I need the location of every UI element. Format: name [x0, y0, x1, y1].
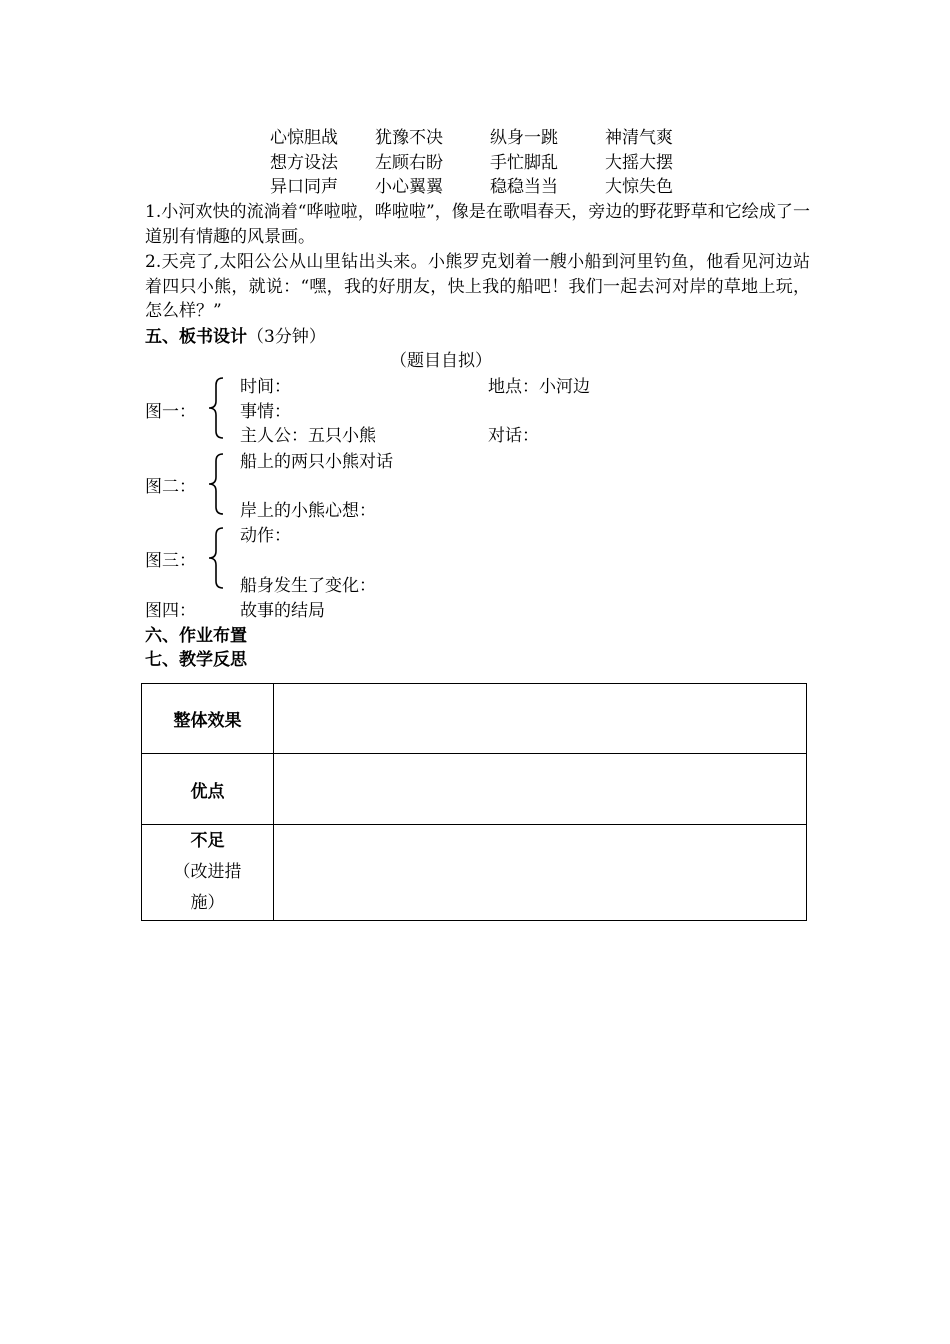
idiom: 心惊胆战 [270, 128, 338, 148]
idiom: 小心翼翼 [375, 177, 443, 197]
idiom: 纵身一跳 [490, 128, 558, 148]
reflection-cell-overall[interactable] [274, 684, 807, 754]
row-label-strengths: 优点 [142, 754, 274, 825]
section-5-heading [145, 325, 326, 349]
row-label-weaknesses-sub2: 施） [190, 893, 225, 913]
fig1-event: 事情： [240, 402, 291, 422]
fig1-time: 时间： [240, 377, 291, 397]
section-5-note: （3分钟） [247, 327, 326, 347]
idiom: 手忙脚乱 [490, 153, 558, 173]
paragraph-2: 2.天亮了,太阳公公从山里钻出头来。小熊罗克划着一艘小船到河里钓鱼，他看见河边站着四只小熊，就说：“嘿，我的好朋友，快上我的船吧！我们一起去河对岸的草地上玩，怎么样？” [145, 252, 810, 321]
fig3-label: 图三： [145, 551, 196, 571]
table-row [142, 684, 807, 754]
reflection-cell-strengths[interactable] [274, 754, 807, 825]
reflection-table [141, 683, 807, 921]
fig2-label: 图二： [145, 477, 196, 497]
fig2-line1: 船上的两只小熊对话 [240, 452, 393, 472]
idiom: 稳稳当当 [490, 177, 558, 197]
fig4-label: 图四： [145, 601, 196, 621]
fig1-hero: 主人公：五只小熊 [240, 426, 376, 446]
section-6-heading: 六、作业布置 [145, 626, 247, 646]
fig1-place: 地点：小河边 [488, 377, 590, 397]
idiom: 神清气爽 [605, 128, 673, 148]
section-5-title: 五、板书设计 [145, 327, 247, 347]
idiom: 异口同声 [270, 177, 338, 197]
idiom: 大摇大摆 [605, 153, 673, 173]
brace-icon [205, 376, 227, 440]
section-7-heading: 七、教学反思 [145, 650, 247, 670]
fig1-label: 图一： [145, 402, 196, 422]
reflection-cell-weaknesses[interactable] [274, 825, 807, 921]
table-row [142, 754, 807, 825]
fig3-line1: 动作： [240, 526, 291, 546]
brace-icon [205, 452, 227, 516]
fig1-dialog: 对话： [488, 426, 539, 446]
row-label-weaknesses-sub1: （改进措 [173, 862, 242, 882]
table-row [142, 825, 807, 921]
fig2-line2: 岸上的小熊心想： [240, 501, 376, 521]
row-label-weaknesses-main: 不足 [190, 831, 225, 851]
idiom: 想方设法 [270, 153, 338, 173]
board-subtitle: （题目自拟） [390, 351, 492, 371]
idiom: 大惊失色 [605, 177, 673, 197]
paragraph-1: 1.小河欢快的流淌着“哗啦啦，哗啦啦”，像是在歌唱春天，旁边的野花野草和它绘成了一道别有情趣的风景画。 [145, 202, 810, 247]
idiom: 左顾右盼 [375, 153, 443, 173]
brace-icon [205, 526, 227, 590]
row-label-weaknesses [142, 825, 274, 921]
fig3-line2: 船身发生了变化： [240, 576, 376, 596]
idiom: 犹豫不决 [375, 128, 443, 148]
row-label-overall: 整体效果 [142, 684, 274, 754]
fig4-line1: 故事的结局 [240, 601, 325, 621]
